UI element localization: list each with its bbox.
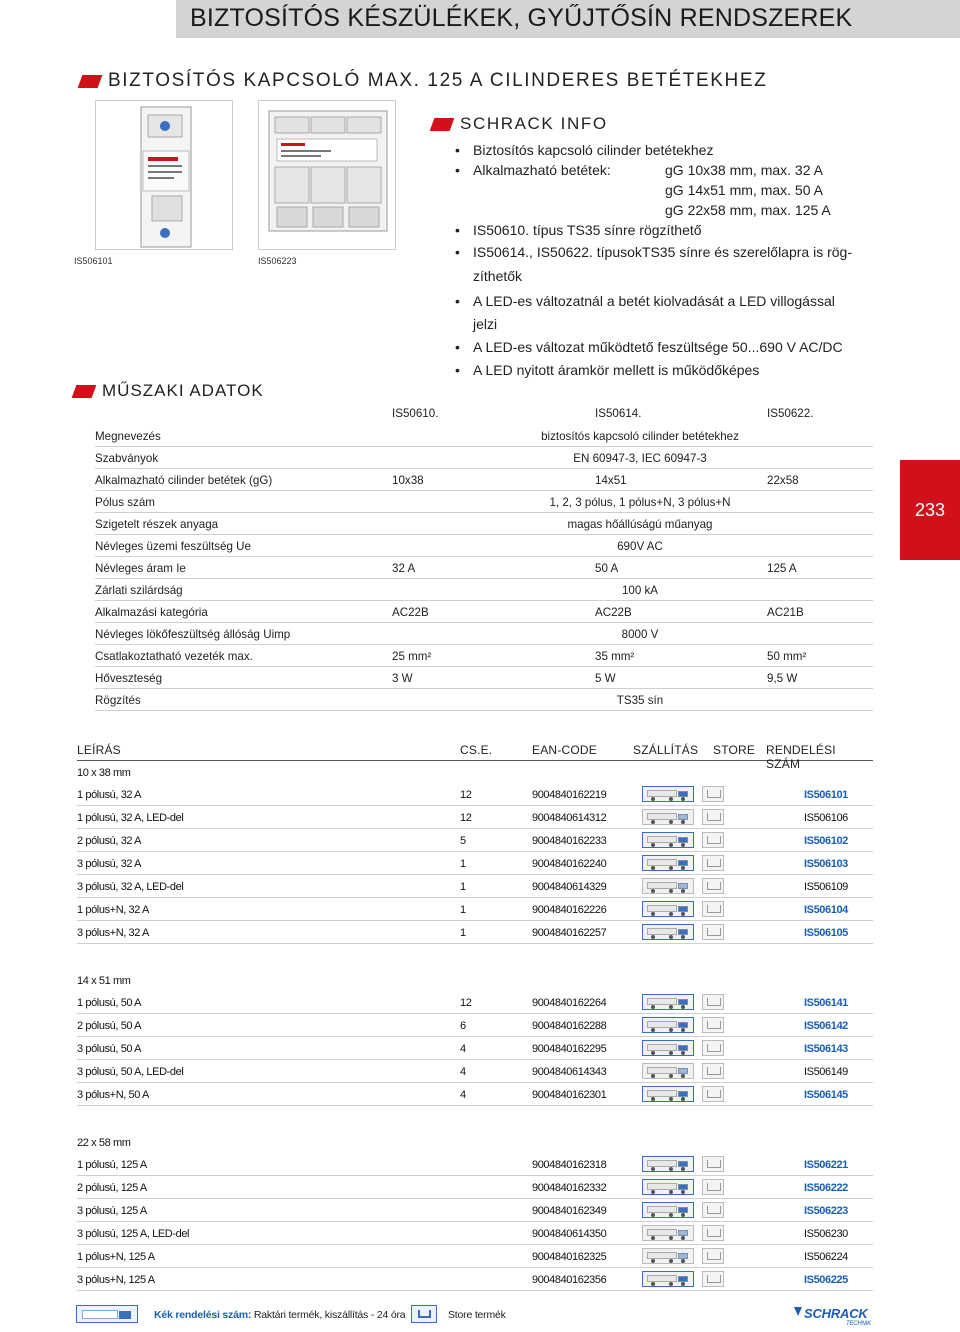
row-ean: 9004840162295 [532, 1043, 607, 1055]
group-title: 10 x 38 mm [77, 767, 131, 779]
spec-row: Csatlakoztatható vezeték max. 25 mm² 35 mm² 50 mm² [95, 645, 873, 667]
spec-row: Alkalmazási kategória AC22B AC22B AC21B [95, 601, 873, 623]
row-description: 3 pólus+N, 125 A [77, 1274, 155, 1286]
truck-icon [642, 924, 694, 940]
row-order-number[interactable]: IS506224 [804, 1251, 848, 1263]
order-row [77, 829, 873, 852]
truck-icon [642, 1248, 694, 1264]
row-ean: 9004840162257 [532, 927, 607, 939]
info-item-cont: zíthetők [473, 268, 523, 284]
row-order-number[interactable]: IS506102 [804, 835, 848, 847]
row-ean: 9004840162318 [532, 1159, 607, 1171]
truck-icon [76, 1305, 138, 1323]
row-quantity: 6 [460, 1020, 466, 1032]
red-marker-icon [72, 385, 97, 398]
store-cart-icon [702, 1225, 724, 1241]
truck-icon [642, 786, 694, 802]
truck-icon [642, 901, 694, 917]
row-ean: 9004840162332 [532, 1182, 607, 1194]
row-order-number[interactable]: IS506104 [804, 904, 848, 916]
order-group-10x38 [77, 783, 873, 944]
truck-icon [642, 855, 694, 871]
row-ean: 9004840162349 [532, 1205, 607, 1217]
spec-row: Megnevezés biztosítós kapcsoló cilinder betétekhez [95, 425, 873, 447]
order-group-22x58 [77, 1153, 873, 1291]
row-quantity: 4 [460, 1089, 466, 1101]
truck-icon [642, 878, 694, 894]
header-desc: LEÍRÁS [77, 743, 121, 757]
row-description: 1 pólusú, 50 A [77, 997, 142, 1009]
group-title: 14 x 51 mm [77, 975, 131, 987]
row-quantity: 1 [460, 927, 466, 939]
truck-icon [642, 809, 694, 825]
row-ean: 9004840162264 [532, 997, 607, 1009]
header-ean: EAN-CODE [532, 743, 597, 757]
order-row [77, 921, 873, 944]
row-order-number[interactable]: IS506101 [804, 789, 848, 801]
row-order-number[interactable]: IS506222 [804, 1182, 848, 1194]
col-header: IS50614. [595, 407, 642, 420]
row-description: 3 pólusú, 125 A, LED-del [77, 1228, 190, 1240]
row-order-number[interactable]: IS506103 [804, 858, 848, 870]
col-header: IS50622. [767, 407, 814, 420]
truck-icon [642, 1225, 694, 1241]
info-heading-text: SCHRACK INFO [460, 114, 608, 133]
truck-icon [642, 1040, 694, 1056]
order-row [77, 1176, 873, 1199]
row-quantity: 4 [460, 1043, 466, 1055]
row-order-number[interactable]: IS506149 [804, 1066, 848, 1078]
row-description: 3 pólusú, 125 A [77, 1205, 147, 1217]
store-cart-icon [702, 924, 724, 940]
red-marker-icon [430, 118, 455, 131]
product-image-2 [258, 100, 396, 250]
store-cart-icon [702, 901, 724, 917]
store-cart-icon [702, 1017, 724, 1033]
header-store: STORE [713, 743, 756, 757]
row-description: 1 pólusú, 32 A [77, 789, 142, 801]
truck-icon [642, 1179, 694, 1195]
spec-row: Névleges lökőfeszültség állóság Uimp 8000 V [95, 623, 873, 645]
spec-row: Rögzítés TS35 sín [95, 689, 873, 711]
order-table-header [77, 739, 873, 771]
order-row [77, 1153, 873, 1176]
row-ean: 9004840162240 [532, 858, 607, 870]
order-row [77, 1268, 873, 1291]
row-quantity: 1 [460, 858, 466, 870]
red-marker-icon [78, 75, 103, 88]
row-order-number[interactable]: IS506225 [804, 1274, 848, 1286]
order-group-14x51 [77, 991, 873, 1106]
info-item-cont: jelzi [473, 316, 498, 332]
truck-icon [642, 1156, 694, 1172]
store-cart-icon [702, 1248, 724, 1264]
footer [76, 1301, 876, 1329]
order-row [77, 898, 873, 921]
row-description: 2 pólusú, 32 A [77, 835, 142, 847]
truck-icon [642, 1063, 694, 1079]
store-cart-icon [702, 855, 724, 871]
group-title: 22 x 58 mm [77, 1137, 131, 1149]
row-description: 3 pólusú, 50 A, LED-del [77, 1066, 184, 1078]
row-description: 3 pólusú, 32 A, LED-del [77, 881, 184, 893]
row-ean: 9004840614312 [532, 812, 607, 824]
image-caption-1: IS506101 [74, 256, 113, 266]
row-ean: 9004840162356 [532, 1274, 607, 1286]
order-row [77, 1014, 873, 1037]
spec-row: Névleges üzemi feszültség Ue 690V AC [95, 535, 873, 557]
store-cart-icon [702, 809, 724, 825]
row-ean: 9004840162301 [532, 1089, 607, 1101]
truck-icon [642, 1202, 694, 1218]
store-cart-icon [702, 1086, 724, 1102]
row-ean: 9004840614350 [532, 1228, 607, 1240]
row-quantity: 12 [460, 997, 472, 1009]
row-order-number[interactable]: IS506145 [804, 1089, 848, 1101]
row-order-number[interactable]: IS506223 [804, 1205, 848, 1217]
row-order-number[interactable]: IS506105 [804, 927, 848, 939]
cart-icon [411, 1305, 437, 1323]
spec-row: Szabványok EN 60947-3, IEC 60947-3 [95, 447, 873, 469]
row-quantity: 1 [460, 881, 466, 893]
order-row [77, 1037, 873, 1060]
store-cart-icon [702, 832, 724, 848]
page-title: BIZTOSÍTÓS KÉSZÜLÉKEK, GYŰJTŐSÍN RENDSZEREK [190, 4, 853, 32]
product-image-1 [95, 100, 233, 250]
spec-row: Pólus szám 1, 2, 3 pólus, 1 pólus+N, 3 pólus+N [95, 491, 873, 513]
row-ean: 9004840162233 [532, 835, 607, 847]
info-item: • Biztosítós kapcsoló cilinder betétekhez [455, 140, 875, 160]
order-row [77, 991, 873, 1014]
info-item: • A LED-es változat működtető feszültsége 50...690 V AC/DC [455, 337, 875, 357]
row-description: 2 pólusú, 50 A [77, 1020, 142, 1032]
store-cart-icon [702, 994, 724, 1010]
schrack-logo [788, 1304, 878, 1326]
info-list [455, 140, 875, 380]
row-quantity: 1 [460, 904, 466, 916]
tech-table [95, 405, 873, 711]
order-row [77, 1083, 873, 1106]
image-caption-2: IS506223 [258, 256, 297, 266]
page-number-tab [900, 460, 960, 560]
fuse-switch-3p-image [259, 101, 397, 251]
info-item: • IS50610. típus TS35 sínre rögzíthető [455, 220, 875, 240]
row-description: 1 pólusú, 125 A [77, 1159, 147, 1171]
row-quantity: 4 [460, 1066, 466, 1078]
row-ean: 9004840162288 [532, 1020, 607, 1032]
spec-row: Zárlati szilárdság 100 kA [95, 579, 873, 601]
info-item-alternatives [455, 160, 875, 180]
order-row [77, 1222, 873, 1245]
alt-value: gG 10x38 mm, max. 32 A [665, 162, 823, 178]
row-description: 1 pólusú, 32 A, LED-del [77, 812, 184, 824]
store-cart-icon [702, 786, 724, 802]
section-title: BIZTOSÍTÓS KAPCSOLÓ MAX. 125 A CILINDERES BETÉTEKHEZ [108, 70, 768, 91]
truck-icon [642, 1271, 694, 1287]
page-number: 233 [914, 499, 946, 520]
alt-value: gG 14x51 mm, max. 50 A [665, 182, 823, 198]
row-quantity: 12 [460, 789, 472, 801]
info-item: • A LED nyitott áramkör mellett is működőképes [455, 360, 875, 380]
alt-value: gG 22x58 mm, max. 125 A [665, 202, 831, 218]
order-table [77, 739, 873, 1291]
spec-row: Névleges áram Ie 32 A 50 A 125 A [95, 557, 873, 579]
section-heading [80, 70, 767, 92]
row-ean: 9004840162325 [532, 1251, 607, 1263]
store-cart-icon [702, 1156, 724, 1172]
truck-icon [642, 832, 694, 848]
svg-text:SCHRACK: SCHRACK [804, 1306, 868, 1321]
order-row [77, 783, 873, 806]
row-ean: 9004840162226 [532, 904, 607, 916]
row-ean: 9004840614329 [532, 881, 607, 893]
row-order-number[interactable]: IS506221 [804, 1159, 848, 1171]
info-item: • A LED-es változatnál a betét kiolvadását a LED villogással [455, 291, 875, 311]
tech-heading-text: MŰSZAKI ADATOK [102, 381, 264, 400]
store-cart-icon [702, 1202, 724, 1218]
header-qty: CS.E. [460, 743, 493, 757]
store-cart-icon [702, 878, 724, 894]
page-title-bar [176, 0, 960, 38]
row-order-number[interactable]: IS506109 [804, 881, 848, 893]
spec-row: Alkalmazható cilinder betétek (gG) 10x38 14x51 22x58 [95, 469, 873, 491]
alt-label: • Alkalmazható betétek: [473, 162, 611, 178]
row-order-number[interactable]: IS506142 [804, 1020, 848, 1032]
truck-icon [642, 994, 694, 1010]
row-order-number[interactable]: IS506143 [804, 1043, 848, 1055]
spec-row: Hőveszteség 3 W 5 W 9,5 W [95, 667, 873, 689]
footer-legend-blue: Kék rendelési szám: Raktári termék, kiszállítás - 24 óra [154, 1309, 406, 1321]
order-row [77, 1199, 873, 1222]
header-order-number: RENDELÉSI SZÁM [766, 743, 836, 771]
order-row [77, 1245, 873, 1268]
row-description: 1 pólus+N, 32 A [77, 904, 149, 916]
order-row [77, 875, 873, 898]
header-shipping: SZÁLLÍTÁS [633, 743, 699, 757]
row-description: 3 pólusú, 32 A [77, 858, 142, 870]
info-item: • IS50614., IS50622. típusokTS35 sínre és szerelőlapra is rög- [455, 242, 875, 262]
order-row [77, 852, 873, 875]
store-cart-icon [702, 1271, 724, 1287]
col-header: IS50610. [392, 407, 439, 420]
row-quantity: 12 [460, 812, 472, 824]
row-quantity: 5 [460, 835, 466, 847]
store-cart-icon [702, 1179, 724, 1195]
row-description: 3 pólusú, 50 A [77, 1043, 142, 1055]
spec-row: Szigetelt részek anyaga magas hőállúságú műanyag [95, 513, 873, 535]
truck-icon [642, 1017, 694, 1033]
truck-icon [642, 1086, 694, 1102]
store-cart-icon [702, 1063, 724, 1079]
tech-table-header [95, 405, 873, 425]
fuse-switch-1p-image [96, 101, 234, 251]
order-row [77, 806, 873, 829]
row-order-number[interactable]: IS506141 [804, 997, 848, 1009]
row-description: 2 pólusú, 125 A [77, 1182, 147, 1194]
row-ean: 9004840162219 [532, 789, 607, 801]
order-row [77, 1060, 873, 1083]
store-cart-icon [702, 1040, 724, 1056]
row-description: 3 pólus+N, 50 A [77, 1089, 149, 1101]
row-order-number[interactable]: IS506106 [804, 812, 848, 824]
row-description: 1 pólus+N, 125 A [77, 1251, 155, 1263]
svg-text:TECHNIK: TECHNIK [846, 1321, 871, 1326]
row-ean: 9004840614343 [532, 1066, 607, 1078]
info-heading [432, 114, 608, 134]
footer-legend-store: Store termék [448, 1309, 506, 1321]
row-description: 3 pólus+N, 32 A [77, 927, 149, 939]
row-order-number[interactable]: IS506230 [804, 1228, 848, 1240]
tech-heading [74, 381, 264, 401]
